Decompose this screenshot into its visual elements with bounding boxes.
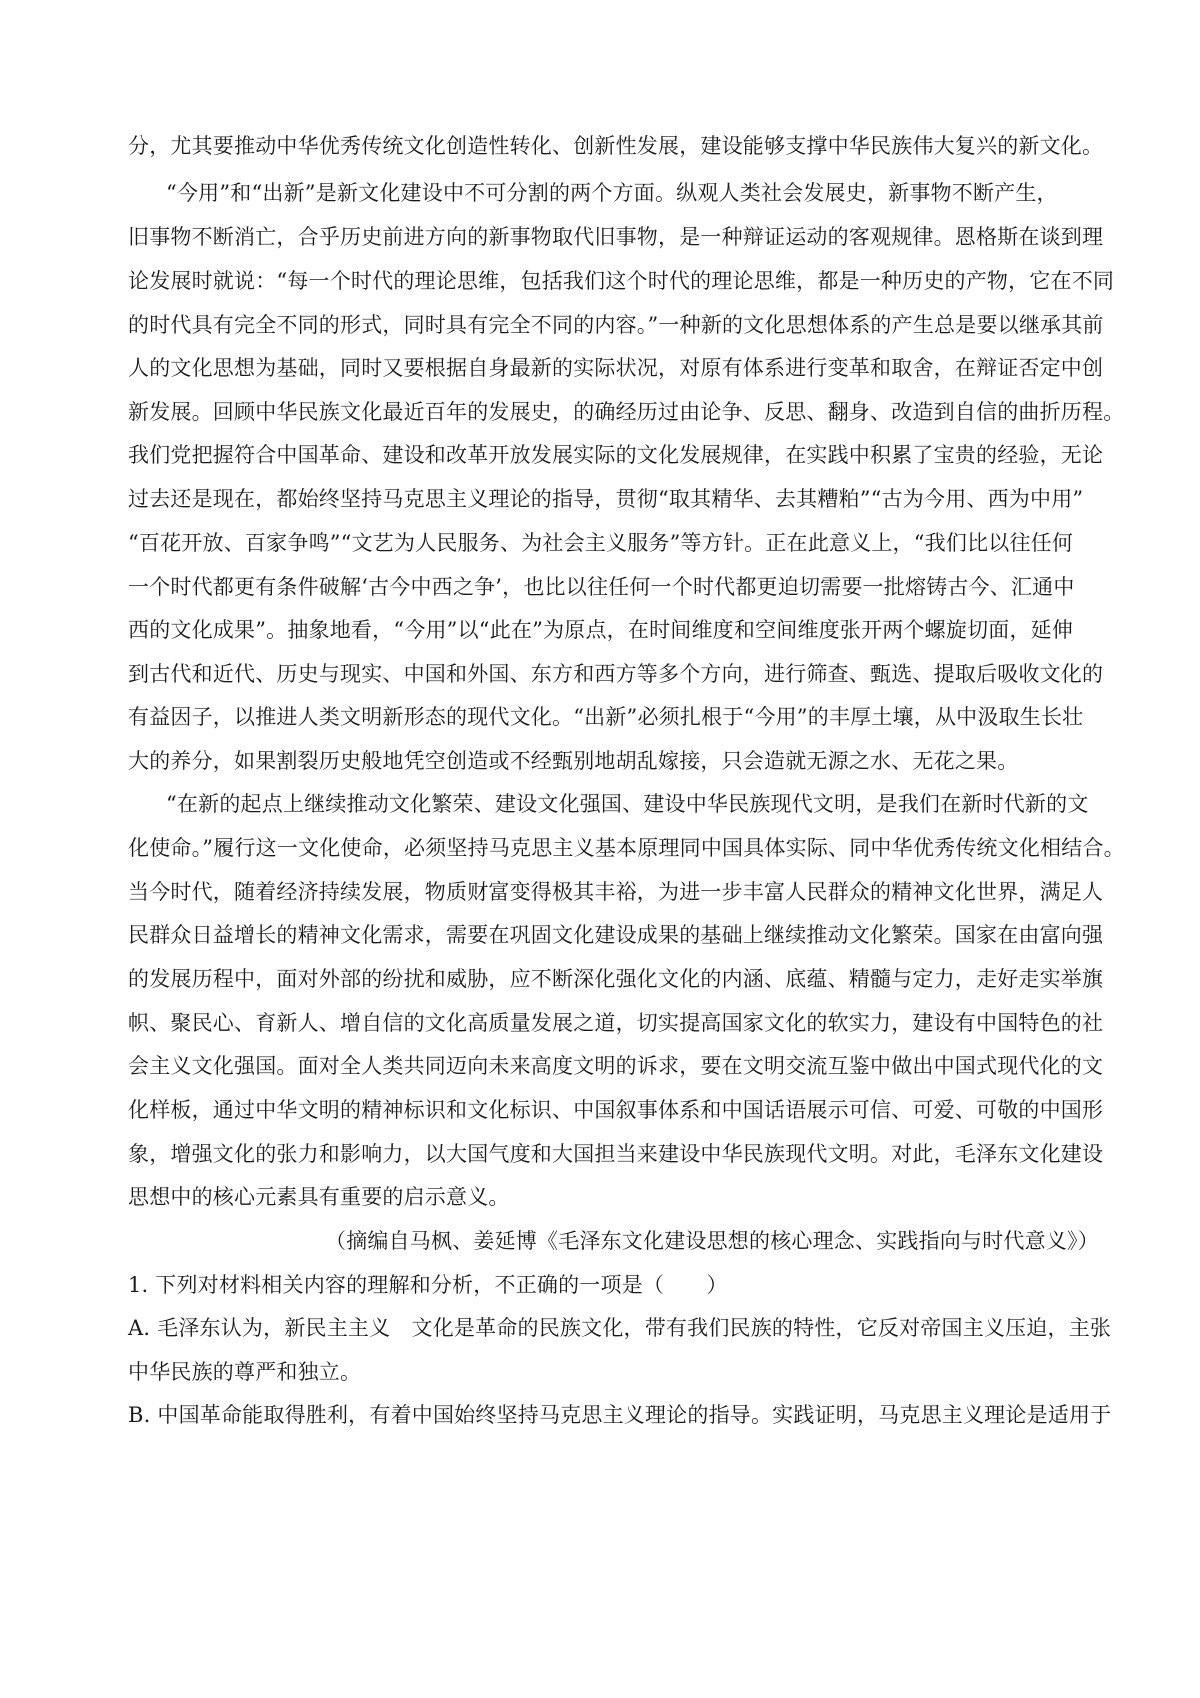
text-line: 会主义文化强国。面对全人类共同迈向未来高度文明的诉求，要在文明交流互鉴中做出中国式现代化的文 [128,1054,1104,1078]
text-line: 化使命。”履行这一文化使命，必须坚持马克思主义基本原理同中国具体实际、同中华优秀传统文化相结合。 [128,836,1125,860]
text-line: 到古代和近代、历史与现实、中国和外国、东方和西方等多个方向，进行筛查、甄选、提取后吸收文化的 [128,662,1104,686]
text-line: 象，增强文化的张力和影响力，以大国气度和大国担当来建设中华民族现代文明。对此，毛泽东文化建设 [128,1142,1104,1166]
text-line: 旧事物不断消亡，合乎历史前进方向的新事物取代旧事物，是一种辩证运动的客观规律。恩格斯在谈到理 [128,225,1104,249]
text-line: 思想中的核心元素具有重要的启示意义。 [128,1185,510,1209]
option-a-continued: 中华民族的尊严和独立。 [128,1360,362,1384]
text-line: 分，尤其要推动中华优秀传统文化创造性转化、创新性发展，建设能够支撑中华民族伟大复兴的新文化。 [128,134,1104,158]
text-line: “百花开放、百家争鸣”“文艺为人民服务、为社会主义服务”等方针。正在此意义上，“我们比以往任何 [128,531,1074,555]
text-line: 一个时代都更有条件破解‘古今中西之争’，也比以往任何一个时代都更迫切需要一批熔铸古今、汇通中 [128,575,1075,599]
text-line: “在新的起点上继续推动文化繁荣、建设文化强国、建设中华民族现代文明，是我们在新时代新的文 [166,792,1089,816]
text-line: 过去还是现在，都始终坚持马克思主义理论的指导，贯彻“取其精华、去其糟粕”“古为今用、西为中用” [128,487,1084,511]
text-line: 人的文化思想为基础，同时又要根据自身最新的实际状况，对原有体系进行变革和取舍，在辩证否定中创 [128,356,1104,380]
text-line: 有益因子，以推进人类文明新形态的现代文化。“出新”必须扎根于“今用”的丰厚土壤，从中汲取生长壮 [128,705,1084,729]
text-line: 论发展时就说：“每一个时代的理论思维，包括我们这个时代的理论思维，都是一种历史的产物，它在不同 [128,269,1115,293]
text-line: 大的养分，如果割裂历史般地凭空创造或不经甄别地胡乱嫁接，只会造就无源之水、无花之果。 [128,749,1019,773]
text-line: 的发展历程中，面对外部的纷扰和威胁，应不断深化强化文化的内涵、底蕴、精髓与定力，走好走实举旗 [128,967,1104,991]
text-line: 当今时代，随着经济持续发展，物质财富变得极其丰裕，为进一步丰富人民群众的精神文化世界，满足人 [128,880,1104,904]
text-line: 民群众日益增长的精神文化需求，需要在巩固文化建设成果的基础上继续推动文化繁荣。国家在由富向强 [128,923,1104,947]
text-line: 化样板，通过中华文明的精神标识和文化标识、中国叙事体系和中国话语展示可信、可爱、可敬的中国形 [128,1098,1104,1122]
text-line: 的时代具有完全不同的形式，同时具有完全不同的内容。”一种新的文化思想体系的产生总是要以继承其前 [128,313,1104,337]
option-a: A. 毛泽东认为，新民主主义 文化是革命的民族文化，带有我们民族的特性，它反对帝国主义压迫，主张 [128,1316,1112,1340]
text-line: 我们党把握符合中国革命、建设和改革开放发展实际的文化发展规律，在实践中积累了宝贵的经验，无论 [128,443,1104,467]
text-line: “今用”和“出新”是新文化建设中不可分割的两个方面。纵观人类社会发展史，新事物不断产生， [166,181,1058,205]
text-line: 西的文化成果”。抽象地看，“今用”以“此在”为原点，在时间维度和空间维度张开两个螺旋切面，延伸 [128,618,1074,642]
source-citation: （摘编自马枫、姜延博《毛泽东文化建设思想的核心理念、实践指向与时代意义》） [325,1229,1099,1253]
option-b: B. 中国革命能取得胜利，有着中国始终坚持马克思主义理论的指导。实践证明，马克思主义理论是适用于 [128,1403,1112,1427]
question-stem: 1. 下列对材料相关内容的理解和分析，不正确的一项是（ ） [128,1273,728,1297]
text-line: 帜、聚民心、育新人、增自信的文化高质量发展之道，切实提高国家文化的软实力，建设有中国特色的社 [128,1011,1104,1035]
text-line: 新发展。回顾中华民族文化最近百年的发展史，的确经历过由论争、反思、翻身、改造到自信的曲折历程。 [128,400,1125,424]
